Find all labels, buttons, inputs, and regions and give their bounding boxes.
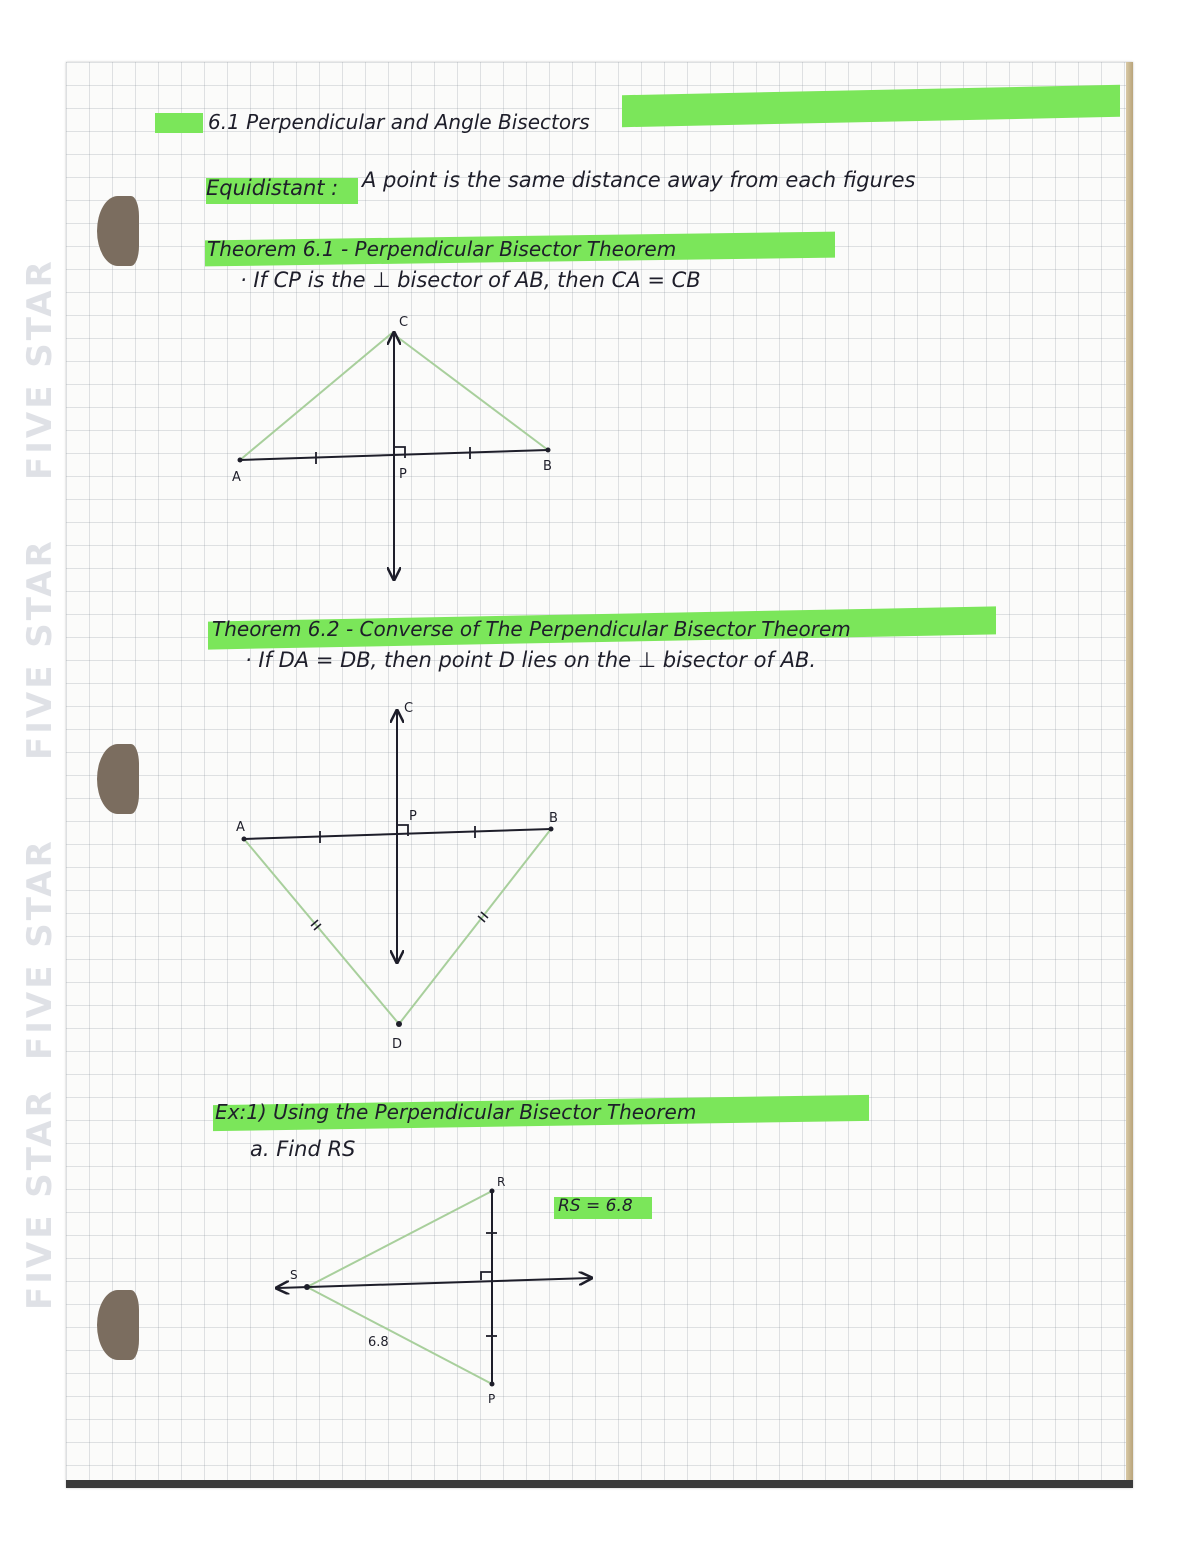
theorem2-statement: · If DA = DB, then point D lies on the ⊥ bisector of AB. bbox=[245, 648, 817, 672]
label-c: C bbox=[404, 701, 414, 716]
theorem1-heading: Theorem 6.1 - Perpendicular Bisector Theorem bbox=[207, 237, 677, 261]
right-angle-mark bbox=[394, 447, 405, 458]
example-answer: RS = 6.8 bbox=[558, 1196, 633, 1216]
length-label-sp: 6.8 bbox=[368, 1335, 389, 1350]
point-d bbox=[396, 1021, 402, 1027]
segment-sp-green bbox=[307, 1287, 492, 1384]
label-b: B bbox=[543, 459, 552, 474]
theorem1-statement: · If CP is the ⊥ bisector of AB, then CA = CB bbox=[240, 268, 701, 292]
label-a: A bbox=[232, 470, 241, 485]
definition-text: A point is the same distance away from each figures bbox=[362, 168, 916, 192]
segment-ca-green bbox=[240, 333, 392, 460]
brand-watermark-2: FIVE STAR bbox=[20, 538, 60, 760]
label-p: P bbox=[399, 467, 407, 482]
point-a bbox=[238, 458, 243, 463]
example-diagram bbox=[278, 1175, 590, 1406]
segment-ad-green bbox=[244, 839, 399, 1024]
segment-cb-green bbox=[392, 333, 548, 450]
point-r bbox=[490, 1189, 495, 1194]
segment-sr-green bbox=[307, 1191, 492, 1287]
label-p: P bbox=[488, 1392, 496, 1406]
example-part-a: a. Find RS bbox=[250, 1137, 356, 1161]
segment-bd-green bbox=[399, 829, 551, 1024]
label-a: A bbox=[236, 820, 245, 835]
theorem2-diagram bbox=[236, 701, 558, 1052]
point-b bbox=[549, 827, 554, 832]
page-title: 6.1 Perpendicular and Angle Bisectors bbox=[208, 110, 590, 134]
brand-watermark-1: FIVE STAR bbox=[20, 258, 60, 480]
right-angle-mark bbox=[481, 1272, 492, 1280]
theorem2-heading: Theorem 6.2 - Converse of The Perpendicular Bisector Theorem bbox=[212, 617, 851, 641]
theorem1-diagram bbox=[232, 315, 552, 578]
brand-watermark-3: FIVE STAR bbox=[20, 838, 60, 1060]
definition-term: Equidistant : bbox=[206, 176, 339, 200]
point-b bbox=[546, 448, 551, 453]
label-c: C bbox=[399, 315, 409, 330]
label-d: D bbox=[392, 1037, 403, 1052]
label-b: B bbox=[549, 811, 558, 826]
example-heading: Ex:1) Using the Perpendicular Bisector Theorem bbox=[215, 1100, 697, 1124]
point-p bbox=[490, 1382, 495, 1387]
perpendicular-bisector-line bbox=[278, 1278, 590, 1288]
label-r: R bbox=[497, 1175, 506, 1189]
brand-watermark-4: FIVE STAR bbox=[20, 1088, 60, 1310]
label-p: P bbox=[409, 809, 417, 824]
point-a bbox=[242, 837, 247, 842]
point-s bbox=[304, 1284, 310, 1290]
label-s: S bbox=[290, 1268, 298, 1282]
